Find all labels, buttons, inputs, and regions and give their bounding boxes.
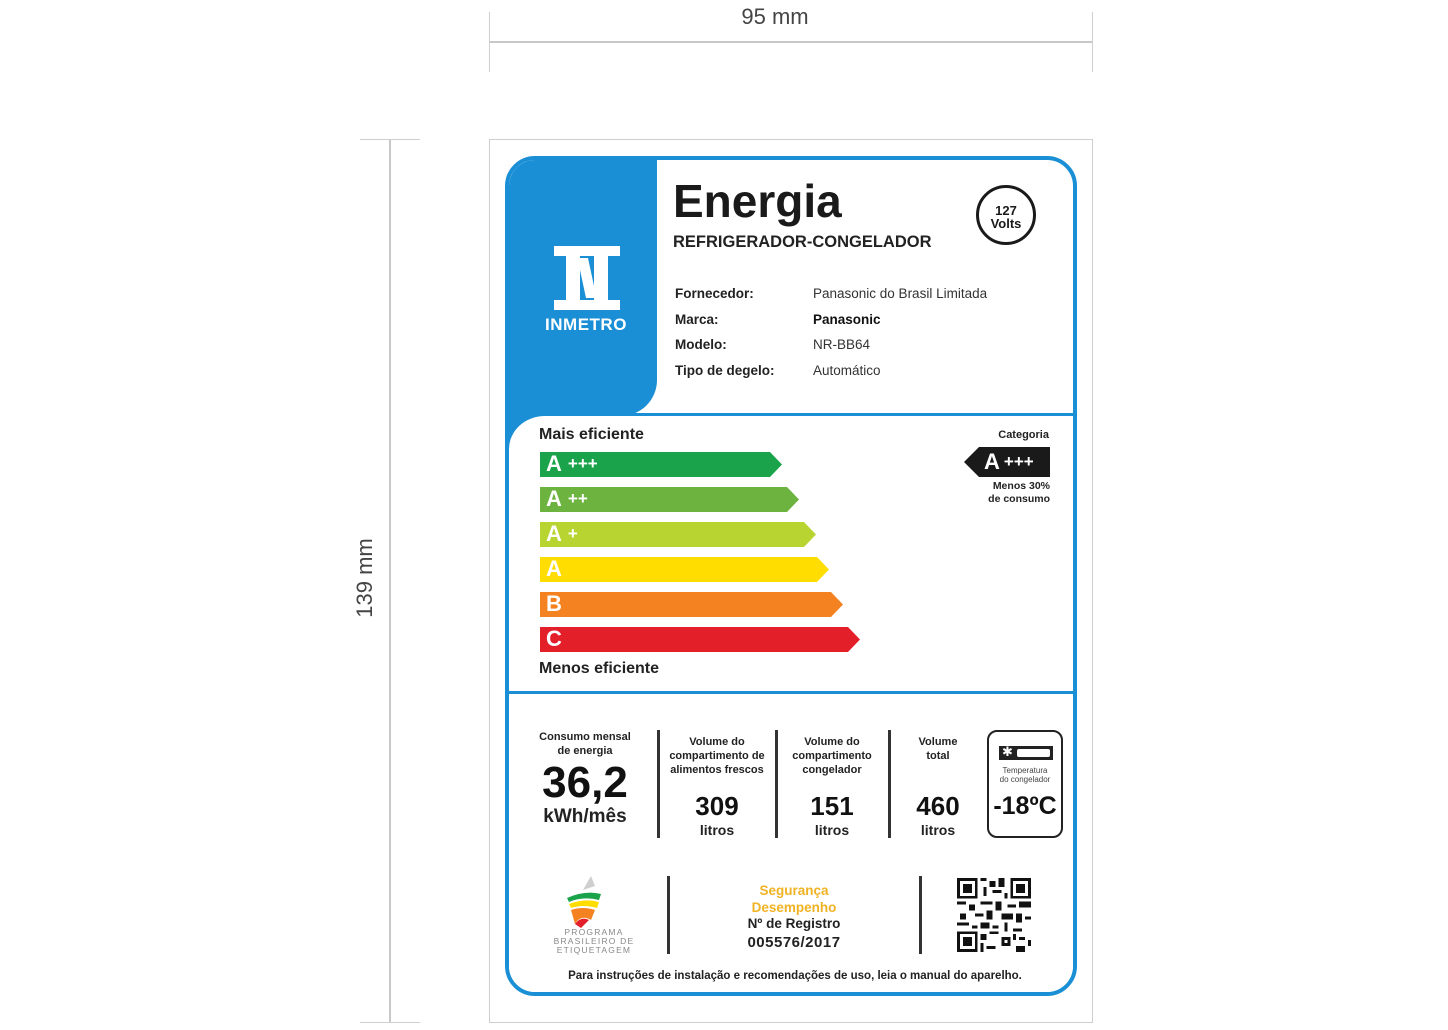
category-value [984, 448, 1034, 478]
width-dimension-tick-right [1092, 12, 1093, 72]
stat-congelador [779, 735, 885, 838]
category-label: Categoria [998, 429, 1049, 441]
bar-plus: ++ [567, 489, 588, 508]
bottom-separator [919, 876, 922, 954]
stat-consumo-head2: de energia [557, 745, 613, 757]
freezer-temperature-caption: Temperatura do congelador [999, 766, 1051, 784]
stat-congelador-value: 151 [810, 791, 854, 821]
stat-total-unit: litros [920, 822, 956, 838]
width-dimension-line [489, 41, 1093, 43]
info-value: Panasonic [813, 312, 881, 327]
stat-frescos-head2: compartimento de [669, 750, 765, 762]
bar-arrow-shape [540, 522, 816, 547]
bar-letter: A [546, 451, 562, 476]
freezer-temperature-value: -18ºC [993, 792, 1057, 820]
qr-code-icon[interactable] [957, 878, 1031, 952]
info-value: Automático [813, 363, 881, 378]
width-dimension-label: 95 mm [741, 4, 809, 29]
stat-consumo-unit: kWh/mês [543, 806, 627, 827]
height-dimension-tick-top [360, 139, 420, 140]
category-note [959, 480, 1050, 506]
stat-congelador-head1: Volume do [804, 736, 860, 748]
pbe-logo-icon [561, 876, 609, 928]
stat-consumo [523, 730, 647, 828]
stat-frescos-head1: Volume do [689, 736, 745, 748]
stat-frescos-head3: alimentos frescos [670, 764, 764, 776]
bar-arrow-shape [540, 557, 829, 582]
category-plus: +++ [1003, 452, 1034, 471]
registro-label: Nº de Registro [747, 916, 841, 931]
voltage-value: 127 [995, 203, 1017, 218]
energy-label [505, 156, 1077, 996]
info-key: Marca: [675, 312, 719, 327]
bottom-separator [667, 876, 670, 954]
freezer-temperature-box [987, 730, 1063, 838]
bar-letter: B [546, 591, 562, 616]
info-value: Panasonic do Brasil Limitada [813, 286, 988, 301]
section-divider [509, 691, 1077, 694]
stat-frescos-unit: litros [699, 822, 735, 838]
stat-consumo-head1: Consumo mensal [539, 731, 631, 743]
stat-separator [657, 730, 660, 838]
seguranca-text: Segurança [759, 883, 829, 898]
inmetro-logo-text: INMETRO [545, 315, 627, 334]
category-note-line1: Menos 30% [992, 480, 1050, 492]
category-note-line2: de consumo [988, 493, 1050, 505]
stat-separator [775, 730, 778, 838]
stat-separator [888, 730, 891, 838]
voltage-badge [976, 185, 1036, 245]
stat-total [893, 735, 983, 838]
stat-congelador-unit: litros [814, 822, 850, 838]
bar-plus: +++ [567, 454, 598, 473]
category-letter: A [984, 449, 1000, 474]
footer-instructions: Para instruções de instalação e recomendações de uso, leia o manual do aparelho. [568, 970, 1022, 982]
info-key: Fornecedor: [675, 286, 754, 301]
stat-consumo-value: 36,2 [542, 758, 628, 807]
bar-letter: A [546, 556, 562, 581]
bar-arrow-shape [540, 592, 843, 617]
freezer-star-icon: ✱ [999, 746, 1053, 760]
bar-letter: C [546, 626, 562, 651]
stat-congelador-head3: congelador [802, 764, 862, 776]
stat-congelador-head2: compartimento [792, 750, 872, 762]
bar-letter: A [546, 486, 562, 511]
info-key: Modelo: [675, 337, 727, 352]
info-value: NR-BB64 [813, 337, 871, 352]
stat-frescos-value: 309 [695, 791, 739, 821]
height-dimension-tick-bottom [360, 1022, 420, 1023]
width-dimension-tick-left [489, 12, 490, 72]
more-efficient-label: Mais eficiente [539, 426, 644, 443]
height-dimension-line [389, 139, 391, 1023]
inmetro-logo-icon [554, 246, 620, 310]
desempenho-text: Desempenho [751, 900, 837, 915]
stat-total-value: 460 [916, 791, 960, 821]
pbe-logo-text: PROGRAMA BRASILEIRO DE ETIQUETAGEM [553, 927, 635, 955]
info-key: Tipo de degelo: [675, 363, 775, 378]
less-efficient-label: Menos eficiente [539, 660, 660, 677]
stat-total-head1: Volume [918, 736, 958, 748]
bar-arrow-shape [540, 627, 860, 652]
stat-frescos [661, 735, 773, 838]
bar-letter: A [546, 521, 562, 546]
height-dimension-label: 139 mm [352, 538, 377, 618]
label-subtitle: REFRIGERADOR-CONGELADOR [673, 233, 932, 251]
stat-total-head2: total [926, 750, 950, 762]
seguranca-desempenho [709, 882, 879, 916]
label-title: Energia [673, 175, 842, 227]
registro-number: 005576/2017 [747, 934, 841, 951]
voltage-unit: Volts [990, 216, 1022, 231]
bar-plus: + [567, 524, 578, 543]
